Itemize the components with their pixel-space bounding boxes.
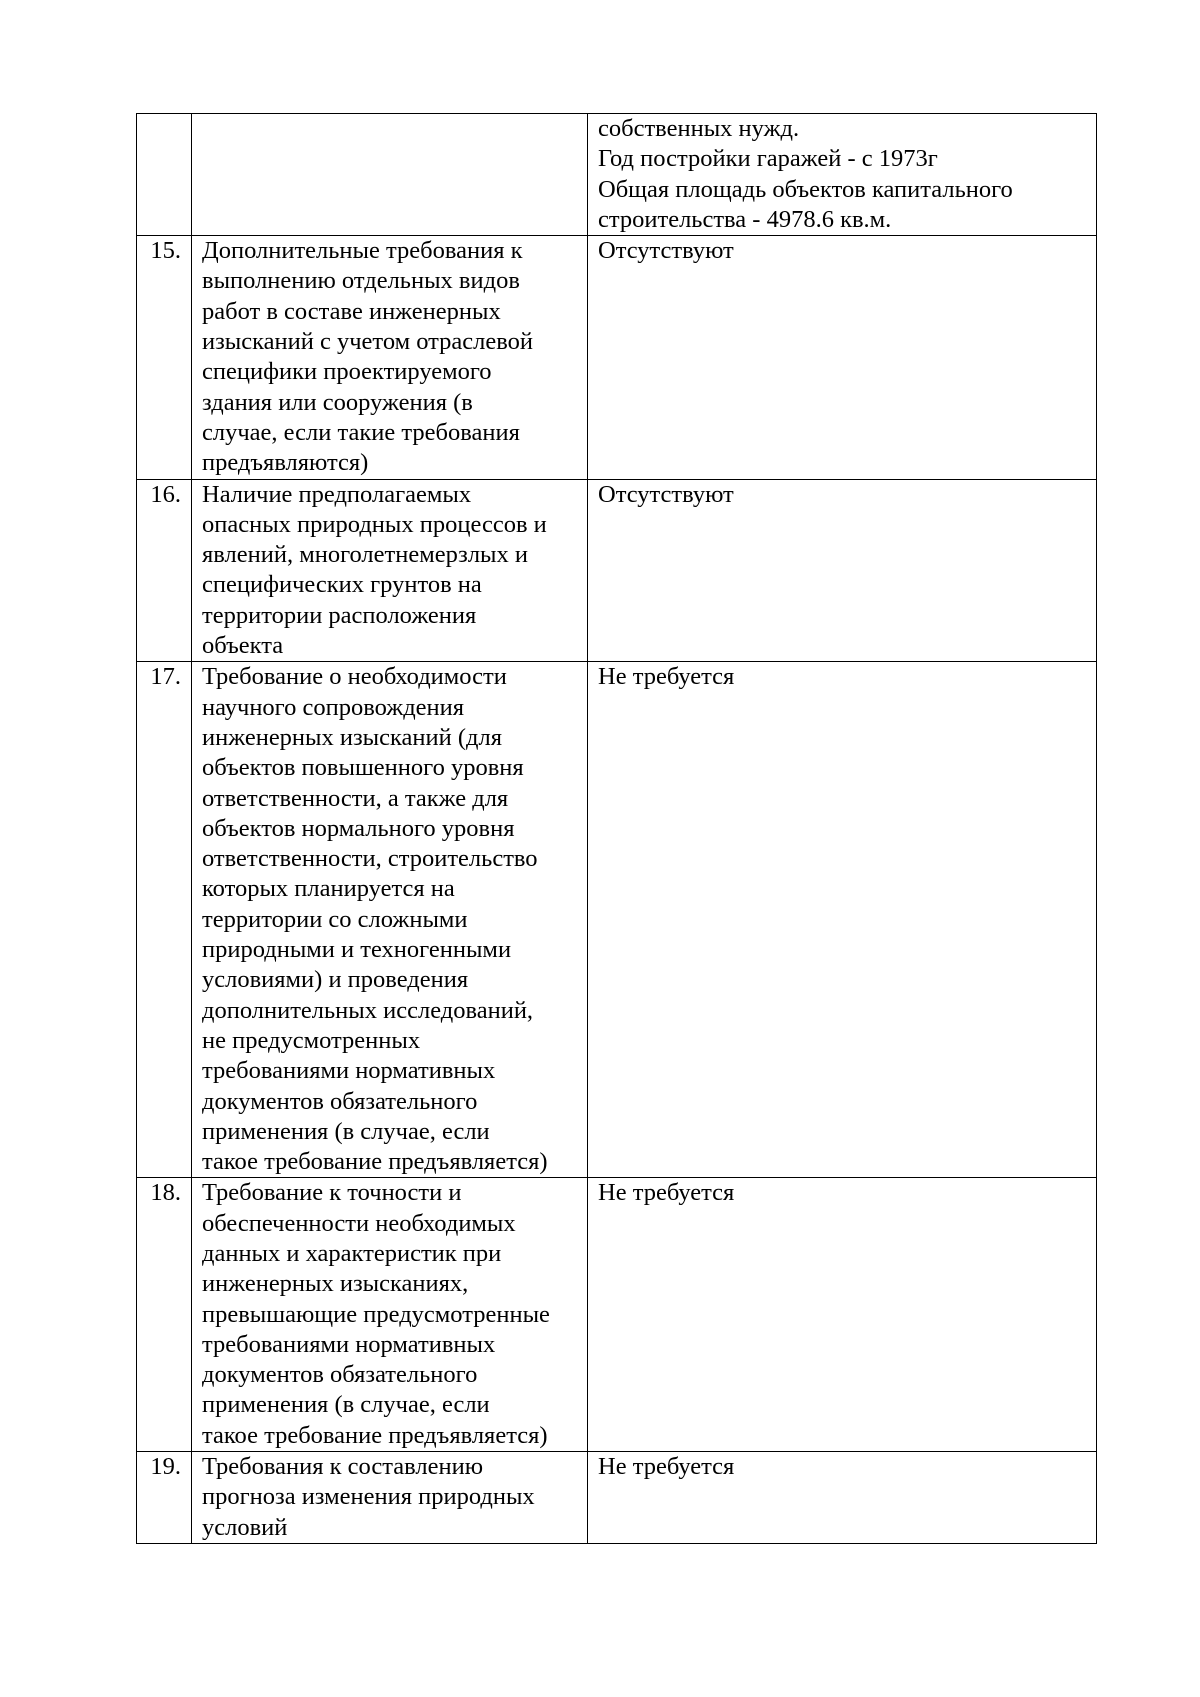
parameter-line: специфических грунтов на	[202, 571, 482, 599]
parameter-line: объектов нормального уровня	[202, 814, 515, 842]
table-body	[137, 114, 1097, 1544]
parameter-line: ответственности, а также для	[202, 784, 509, 812]
row-number: 19.	[137, 1452, 192, 1544]
row-parameter	[192, 236, 588, 479]
row-number: 18.	[137, 1178, 192, 1452]
row-number	[137, 114, 192, 236]
parameter-line: Дополнительные требования к	[202, 237, 523, 265]
table-row	[137, 1178, 1097, 1452]
table-row	[137, 662, 1097, 1178]
parameter-line: Требование о необходимости	[202, 663, 507, 691]
parameter-line: документов обязательного	[202, 1087, 478, 1115]
parameter-line: природными и техногенными	[202, 936, 512, 964]
row-parameter	[192, 114, 588, 236]
value-line: Не требуется	[598, 1453, 735, 1481]
parameter-line: изысканий с учетом отраслевой	[202, 328, 534, 356]
row-number: 17.	[137, 662, 192, 1178]
value-line: Не требуется	[598, 663, 735, 691]
value-line: Общая площадь объектов капитального	[598, 175, 1013, 203]
parameter-line: опасных природных процессов и	[202, 510, 547, 538]
parameter-line: выполнению отдельных видов	[202, 267, 520, 295]
parameter-line: данных и характеристик при	[202, 1239, 502, 1267]
parameter-line: применения (в случае, если	[202, 1391, 490, 1419]
parameter-line: здания или сооружения (в	[202, 388, 473, 416]
value-line: Отсутствуют	[598, 237, 734, 265]
parameter-line: работ в составе инженерных	[202, 297, 501, 325]
parameter-line: прогноза изменения природных	[202, 1483, 535, 1511]
row-value	[588, 114, 1097, 236]
parameter-line: предъявляются)	[202, 449, 369, 477]
parameter-line: явлений, многолетнемерзлых и	[202, 541, 529, 569]
parameter-line: превышающие предусмотренные	[202, 1300, 550, 1328]
parameter-line: условиями) и проведения	[202, 966, 469, 994]
parameter-line: документов обязательного	[202, 1361, 478, 1389]
parameter-line: условий	[202, 1513, 288, 1541]
parameter-line: требованиями нормативных	[202, 1330, 496, 1358]
table-row	[137, 479, 1097, 662]
parameter-line: ответственности, строительство	[202, 845, 538, 873]
row-value	[588, 1452, 1097, 1544]
row-value	[588, 662, 1097, 1178]
parameter-line: объектов повышенного уровня	[202, 754, 524, 782]
table-row	[137, 114, 1097, 236]
row-number: 15.	[137, 236, 192, 479]
parameter-line: объекта	[202, 632, 284, 660]
parameter-line: применения (в случае, если	[202, 1117, 490, 1145]
value-line: собственных нужд.	[598, 115, 800, 142]
row-parameter	[192, 662, 588, 1178]
row-parameter	[192, 1452, 588, 1544]
parameter-line: инженерных изысканий (для	[202, 723, 502, 751]
parameter-line: Требование к точности и	[202, 1179, 462, 1207]
row-parameter	[192, 1178, 588, 1452]
row-value	[588, 236, 1097, 479]
row-value	[588, 479, 1097, 662]
value-line: Отсутствуют	[598, 480, 734, 508]
parameter-line: инженерных изысканиях,	[202, 1270, 469, 1298]
parameter-line: случае, если такие требования	[202, 418, 520, 446]
table-row	[137, 236, 1097, 479]
parameter-line: дополнительных исследований,	[202, 996, 534, 1024]
row-parameter	[192, 479, 588, 662]
row-value	[588, 1178, 1097, 1452]
parameter-line: такое требование предъявляется)	[202, 1421, 548, 1449]
row-number: 16.	[137, 479, 192, 662]
parameter-line: территории со сложными	[202, 905, 468, 933]
table-row	[137, 1452, 1097, 1544]
parameter-line: такое требование предъявляется)	[202, 1148, 548, 1176]
parameter-line: не предусмотренных	[202, 1026, 421, 1054]
parameter-line: Требования к составлению	[202, 1453, 483, 1481]
parameter-line: территории расположения	[202, 601, 477, 629]
value-line: Год постройки гаражей - с 1973г	[598, 145, 938, 173]
value-line: строительства - 4978.6 кв.м.	[598, 205, 892, 233]
parameter-line: Наличие предполагаемых	[202, 480, 472, 508]
parameter-line: требованиями нормативных	[202, 1057, 496, 1085]
parameter-line: научного сопровождения	[202, 693, 465, 721]
parameter-line: обеспеченности необходимых	[202, 1209, 516, 1237]
requirements-table	[136, 113, 1097, 1544]
parameter-line: специфики проектируемого	[202, 358, 492, 386]
value-line: Не требуется	[598, 1179, 735, 1207]
parameter-line: которых планируется на	[202, 875, 455, 903]
